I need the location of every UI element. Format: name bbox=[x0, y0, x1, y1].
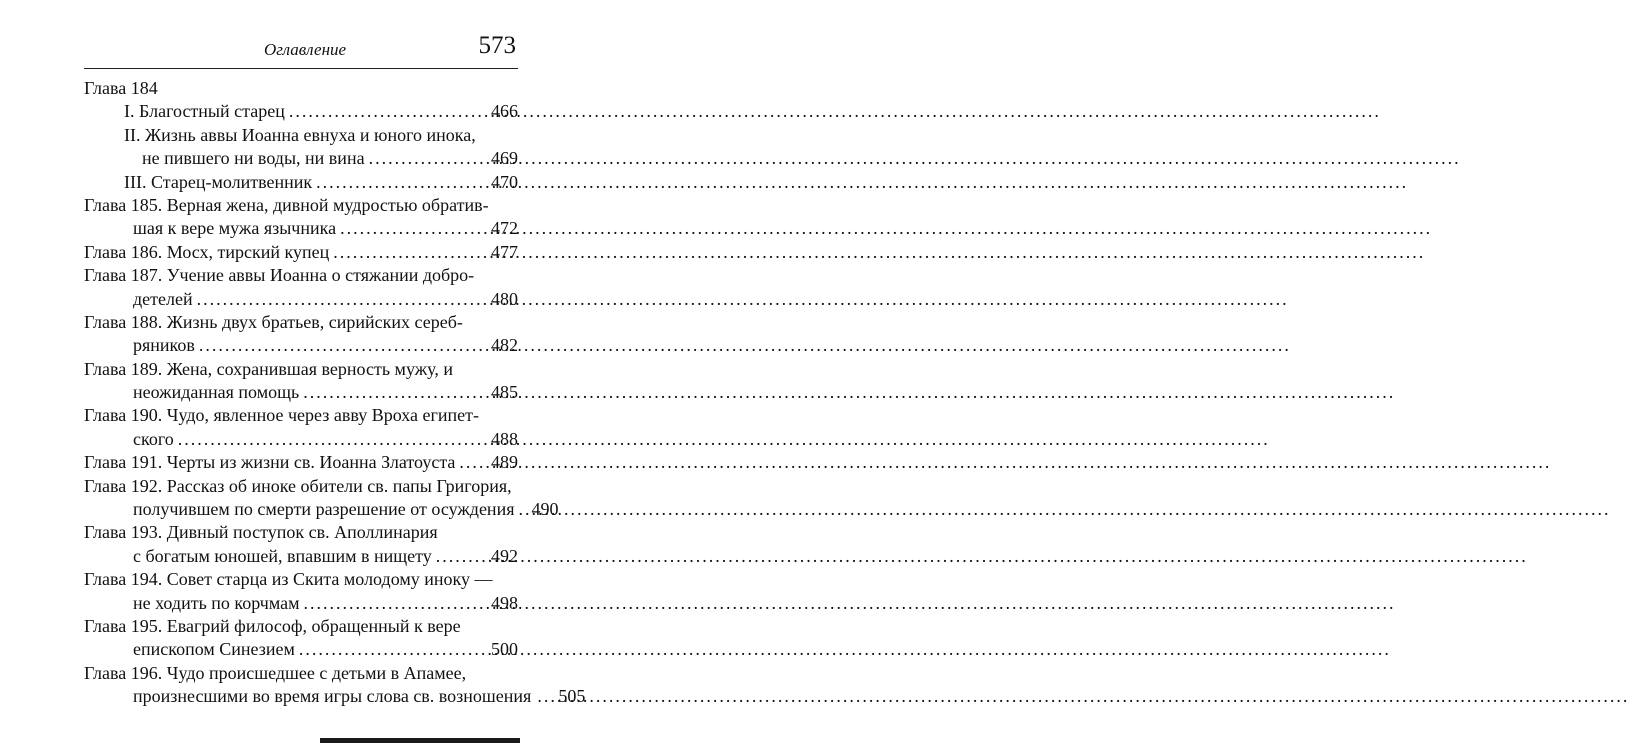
toc-page-number: 492 bbox=[491, 545, 518, 566]
dot-leader bbox=[333, 241, 488, 264]
toc-line bbox=[84, 662, 518, 685]
toc-page-number: 500 bbox=[491, 639, 518, 660]
book-page bbox=[0, 0, 600, 750]
toc-line bbox=[84, 334, 518, 357]
toc-line bbox=[84, 77, 518, 100]
toc-page-number: 469 bbox=[491, 148, 518, 169]
toc-page-number: 482 bbox=[491, 335, 518, 356]
toc-entry-text: не ходить по корчмам bbox=[133, 592, 300, 613]
toc-line bbox=[84, 241, 518, 264]
toc-entry-text: II. Жизнь аввы Иоанна евнуха и юного инока, bbox=[124, 124, 476, 145]
toc-entry-text: Глава 193. Дивный поступок св. Аполлинария bbox=[84, 522, 438, 543]
toc-entry-text: Глава 195. Евагрий философ, обращенный к вере bbox=[84, 615, 461, 636]
toc-entry-text: Глава 184 bbox=[84, 78, 158, 98]
dot-leader bbox=[537, 685, 555, 708]
toc-line bbox=[84, 545, 518, 568]
toc-page-number: 477 bbox=[491, 241, 518, 262]
toc-page-number: 489 bbox=[491, 452, 518, 473]
dot-leader bbox=[340, 217, 488, 240]
toc-page-number: 485 bbox=[491, 382, 518, 403]
toc-line bbox=[84, 638, 518, 661]
dot-leader bbox=[459, 451, 488, 474]
toc-page-number: 488 bbox=[491, 428, 518, 449]
toc-entry-text: Глава 196. Чудо происшедшее с детьми в Апамее, bbox=[84, 662, 467, 683]
toc-entry-text: получившем по смерти разрешение от осуждения bbox=[133, 499, 515, 520]
running-header bbox=[84, 30, 516, 66]
dot-leader bbox=[299, 638, 488, 661]
toc-entry-text: I. Благостный старец bbox=[124, 101, 285, 122]
toc-entry-text: Глава 187. Учение аввы Иоанна о стяжании добро- bbox=[84, 265, 475, 286]
toc-page-number: 472 bbox=[491, 218, 518, 239]
dot-leader bbox=[289, 100, 488, 123]
toc-line bbox=[84, 194, 518, 217]
toc-entry-text: шая к вере мужа язычника bbox=[133, 218, 337, 239]
bottom-edge-shadow bbox=[320, 738, 520, 743]
toc-entry-text: произнесшими во время игры слова св. вознош bbox=[133, 686, 496, 707]
toc-entry-text: ряников bbox=[133, 335, 195, 356]
toc-line bbox=[84, 451, 518, 474]
toc-line bbox=[84, 264, 518, 287]
toc-entry-text: с богатым юношей, впавшим в нищету bbox=[133, 545, 432, 566]
toc-entry-text: не пившего ни воды, ни вина bbox=[142, 148, 365, 169]
toc-line bbox=[84, 381, 518, 404]
toc-page-number: 490 bbox=[531, 499, 559, 520]
toc-line bbox=[84, 358, 518, 381]
toc-line bbox=[84, 147, 518, 170]
dot-leader bbox=[369, 147, 488, 170]
toc-line bbox=[84, 498, 559, 521]
dot-leader bbox=[304, 592, 489, 615]
toc-line bbox=[84, 521, 518, 544]
toc-line bbox=[84, 100, 518, 123]
toc-entry-text: Глава 188. Жизнь двух братьев, сирийских сереб- bbox=[84, 311, 463, 332]
toc-entry-text: детелей bbox=[133, 288, 193, 309]
dot-leader bbox=[316, 171, 488, 194]
dot-leader bbox=[178, 428, 488, 451]
toc-line bbox=[84, 404, 518, 427]
toc-entry-text: III. Старец-молитвенник bbox=[124, 171, 313, 192]
toc-entry-text: Глава 185. Верная жена, дивной мудростью обратив- bbox=[84, 194, 489, 215]
section-title: Оглавление bbox=[264, 40, 347, 59]
header-divider bbox=[84, 68, 518, 69]
toc-page-number: 470 bbox=[491, 171, 518, 192]
toc-line bbox=[84, 311, 518, 334]
dot-leader bbox=[303, 381, 488, 404]
toc-line bbox=[84, 568, 518, 591]
toc-line bbox=[84, 615, 518, 638]
toc-line bbox=[84, 288, 518, 311]
toc-line bbox=[84, 171, 518, 194]
toc-entry-text: Глава 194. Совет старца из Скита молодому иноку — bbox=[84, 569, 493, 590]
toc-entry-text: неожиданная помощь bbox=[133, 382, 300, 403]
toc-line bbox=[84, 475, 518, 498]
dot-leader bbox=[518, 498, 528, 521]
dot-leader bbox=[436, 545, 488, 568]
toc-line bbox=[84, 124, 518, 147]
toc-entry-text: Глава 189. Жена, сохранившая верность мужу, и bbox=[84, 358, 453, 379]
toc-page-number: 466 bbox=[491, 101, 518, 122]
dot-leader bbox=[199, 334, 488, 357]
toc-entry-text: епископом Синезием bbox=[133, 639, 295, 660]
toc-line bbox=[84, 217, 518, 240]
toc-page-number: 480 bbox=[491, 288, 518, 309]
table-of-contents bbox=[84, 77, 586, 709]
toc-line bbox=[84, 428, 518, 451]
toc-entry-text: ского bbox=[133, 428, 174, 449]
dot-leader bbox=[197, 288, 488, 311]
toc-line bbox=[84, 592, 518, 615]
page-number: 573 bbox=[478, 32, 516, 59]
toc-entry-text: Глава 190. Чудо, явленное через авву Вроха египет- bbox=[84, 405, 480, 426]
toc-entry-text: Глава 186. Мосх, тирский купец bbox=[84, 241, 330, 262]
toc-entry-text: Глава 192. Рассказ об иноке обители св. папы Григория, bbox=[84, 475, 512, 496]
toc-line bbox=[84, 685, 586, 708]
toc-page-number: 498 bbox=[491, 592, 518, 613]
toc-entry-text: Глава 191. Черты из жизни св. Иоанна Златоуста bbox=[84, 452, 456, 473]
toc-entry-text-tail: ения bbox=[495, 686, 532, 707]
toc-page-number: 505 bbox=[558, 686, 586, 707]
